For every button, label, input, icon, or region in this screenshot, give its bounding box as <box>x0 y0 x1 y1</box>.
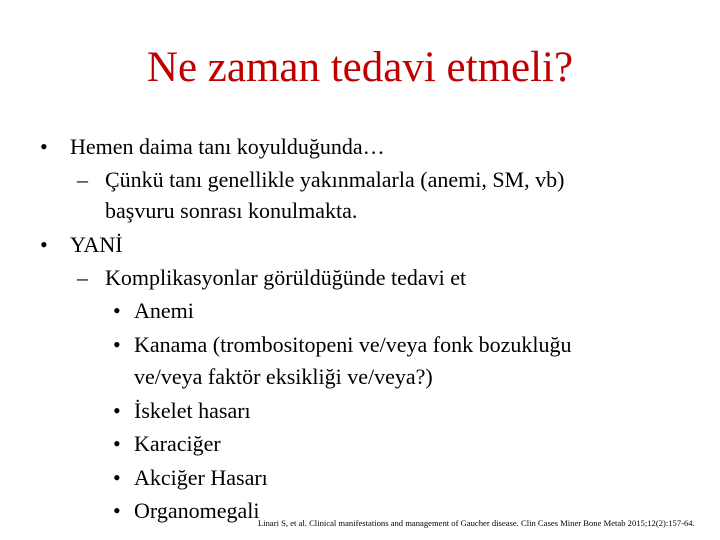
bullet-icon: • <box>113 498 121 523</box>
bullet-icon: • <box>113 332 121 357</box>
citation: Linari S, et al. Clinical manifestations and management of Gaucher disease. Clin Cases Miner Bone Metab 2015;12(2):157-64. <box>258 518 695 528</box>
slide-title: Ne zaman tedavi etmeli? <box>146 44 574 91</box>
list-item-continued: ve/veya faktör eksikliği ve/veya?) <box>134 364 433 389</box>
bullet-icon: • <box>113 298 121 323</box>
bullet-icon: • <box>40 134 48 159</box>
list-item: Organomegali <box>134 498 260 523</box>
bullet-icon: • <box>113 398 121 423</box>
dash-icon: – <box>77 167 88 192</box>
list-item: İskelet hasarı <box>134 398 251 423</box>
list-item: Kanama (trombositopeni ve/veya fonk bozukluğu <box>134 332 572 357</box>
bullet-text: YANİ <box>70 232 123 257</box>
list-item: Akciğer Hasarı <box>134 465 268 490</box>
dash-icon: – <box>77 265 88 290</box>
list-item: Anemi <box>134 298 194 323</box>
bullet-icon: • <box>113 431 121 456</box>
sub-bullet-text: Çünkü tanı genellikle yakınmalarla (anemi, SM, vb) <box>105 167 565 192</box>
list-item: Karaciğer <box>134 431 221 456</box>
bullet-icon: • <box>113 465 121 490</box>
sub-bullet-text-continued: başvuru sonrası konulmakta. <box>105 198 358 223</box>
bullet-icon: • <box>40 232 48 257</box>
bullet-text: Hemen daima tanı koyulduğunda… <box>70 134 385 159</box>
sub-bullet-text: Komplikasyonlar görüldüğünde tedavi et <box>105 265 467 290</box>
